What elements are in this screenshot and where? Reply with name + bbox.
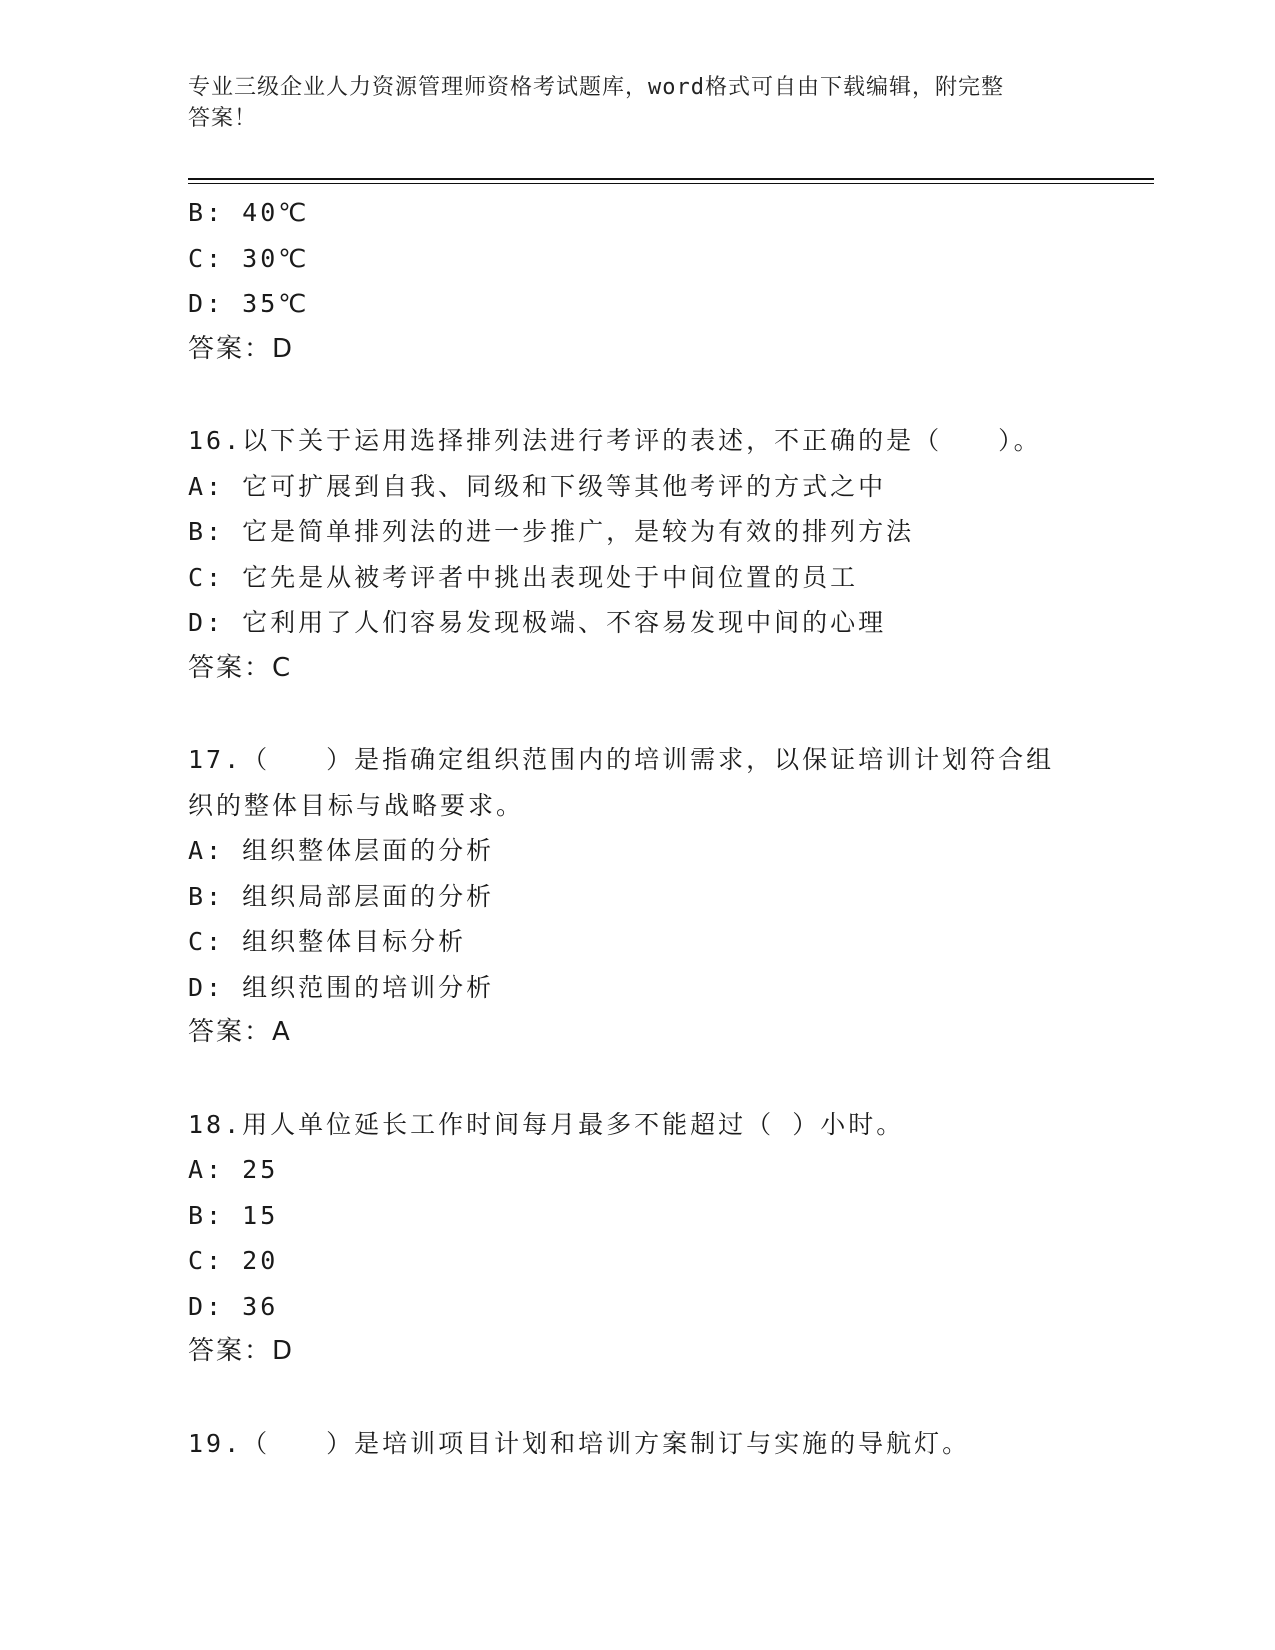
option-d: D: 35℃	[188, 289, 310, 318]
question-text: 19.（ ）是培训项目计划和培训方案制订与实施的导航灯。	[188, 1428, 971, 1458]
option-b: B: 40℃	[188, 198, 310, 227]
question-17	[188, 737, 1118, 1056]
question-19	[188, 1421, 1118, 1467]
spacer	[188, 691, 1118, 737]
question-15-fragment	[188, 190, 1118, 372]
option-a: A: 组织整体层面的分析	[188, 836, 495, 865]
question-18	[188, 1102, 1118, 1375]
question-text: 18.用人单位延长工作时间每月最多不能超过（ ）小时。	[188, 1109, 905, 1139]
option-b: B: 它是简单排列法的进一步推广，是较为有效的排列方法	[188, 517, 915, 546]
spacer	[188, 372, 1118, 418]
question-list	[188, 190, 1118, 1466]
header-title-line-1: 专业三级企业人力资源管理师资格考试题库，word格式可自由下载编辑，附完整	[188, 75, 1004, 100]
option-a: A: 25	[188, 1155, 279, 1184]
option-d: D: 组织范围的培训分析	[188, 972, 495, 1002]
option-d: D: 它利用了人们容易发现极端、不容易发现中间的心理	[188, 608, 887, 637]
option-c: C: 30℃	[188, 243, 310, 273]
option-b: B: 15	[188, 1200, 279, 1230]
header-title-line-2: 答案！	[188, 106, 258, 131]
header-rule-thick	[188, 178, 1154, 180]
option-d: D: 36	[188, 1291, 279, 1321]
option-a: A: 它可扩展到自我、同级和下级等其他考评的方式之中	[188, 471, 887, 501]
spacer	[188, 1056, 1118, 1102]
answer-label: 答案：D	[188, 333, 295, 364]
option-c: C: 它先是从被考评者中挑出表现处于中间位置的员工	[188, 562, 859, 592]
option-c: C: 组织整体目标分析	[188, 927, 467, 956]
answer-label: 答案：A	[188, 1017, 292, 1047]
question-16	[188, 418, 1118, 691]
question-text-line-1: 17.（ ）是指确定组织范围内的培训需求，以保证培训计划符合组	[188, 745, 1055, 774]
spacer	[188, 1375, 1118, 1421]
option-c: C: 20	[188, 1246, 279, 1275]
question-text: 16.以下关于运用选择排列法进行考评的表述，不正确的是（ ）。	[188, 426, 1042, 455]
option-b: B: 组织局部层面的分析	[188, 881, 495, 911]
answer-label: 答案：C	[188, 652, 293, 683]
document-header	[188, 72, 1068, 134]
answer-label: 答案：D	[188, 1336, 295, 1366]
header-rule-thin	[188, 183, 1154, 184]
question-text-line-2: 织的整体目标与战略要求。	[188, 790, 525, 820]
